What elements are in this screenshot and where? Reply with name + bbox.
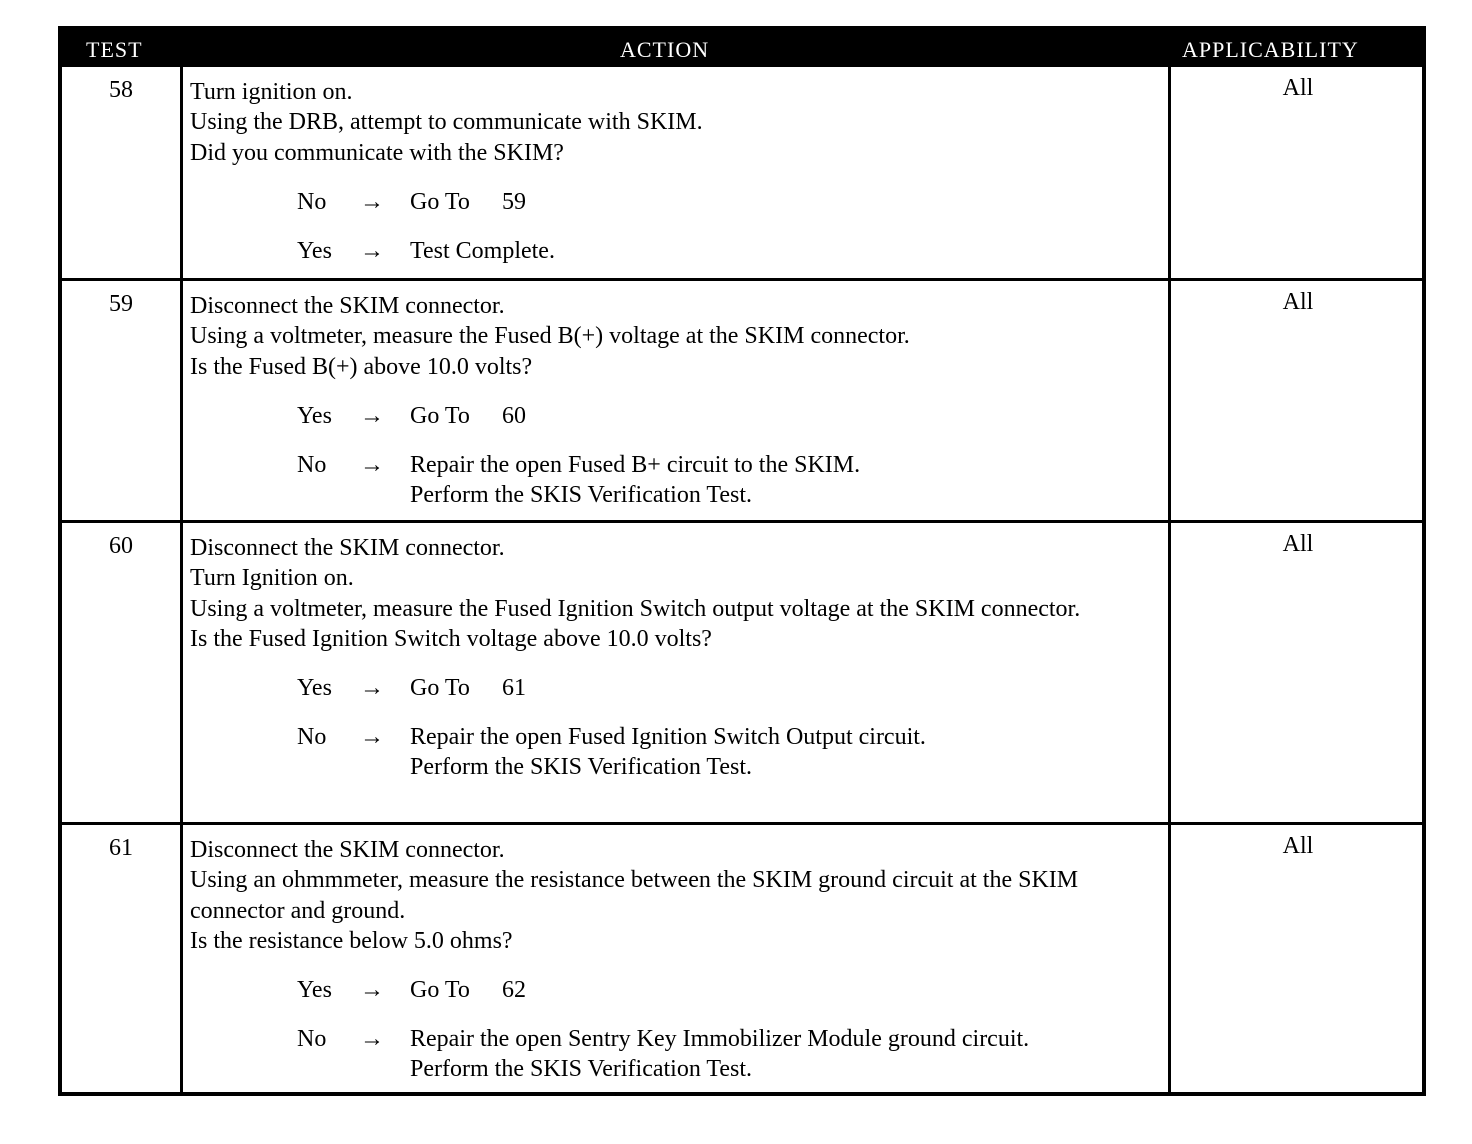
arrow-icon: → [360,237,384,264]
action-cell [190,835,1170,1084]
result-line: Repair the open Sentry Key Immobilizer Module ground circuit. [410,1026,1030,1053]
test-number: 59 [109,291,133,317]
action-step: Turn Ignition on. [190,565,354,592]
go-to-target: 59 [502,188,526,215]
result-line: Repair the open Fused B+ circuit to the SKIM. [410,451,861,478]
table-row [62,520,1422,822]
answer-label: No [297,451,327,478]
go-to-target: 61 [502,675,526,702]
answer-label: Yes [297,402,332,429]
action-step: Using a voltmeter, measure the Fused Ignition Switch output voltage at the SKIM connector. [190,595,1081,622]
action-step: Using a voltmeter, measure the Fused B(+) voltage at the SKIM connector. [190,323,910,350]
action-cell [190,291,1170,510]
arrow-icon: → [360,451,384,478]
arrow-icon: → [360,724,384,751]
diagnostic-table [58,26,1426,1096]
action-step: Using an ohmmmeter, measure the resistance between the SKIM ground circuit at the SKIM connector and ground. [190,867,1079,924]
applicability-value: All [1282,531,1314,557]
result-line: Repair the open Fused Ignition Switch Output circuit. [410,724,926,751]
arrow-icon: → [360,675,384,702]
response-result [410,450,1170,511]
action-step: Disconnect the SKIM connector. [190,837,505,863]
go-to-label: Go To [410,188,470,215]
answer-label: No [297,1026,327,1053]
action-cell [190,533,1170,782]
table-row [62,822,1422,1092]
table-header [62,30,1422,67]
action-step: Is the Fused Ignition Switch voltage above 10.0 volts? [190,625,712,652]
arrow-icon: → [360,977,384,1004]
arrow-icon: → [360,188,384,215]
response-yes [190,673,1170,703]
arrow-icon: → [360,1026,384,1053]
response-yes [190,236,1170,266]
action-step: Is the resistance below 5.0 ohms? [190,927,513,954]
response-no [190,450,1170,510]
header-test: TEST [86,37,143,62]
answer-label: No [297,188,327,215]
result-line: Test Complete. [410,237,555,264]
arrow-icon: → [360,402,384,429]
table-row [62,67,1422,279]
action-cell [190,77,1170,266]
action-step: Disconnect the SKIM connector. [190,535,505,561]
go-to-label: Go To [410,977,470,1004]
header-applicability: APPLICABILITY [1182,37,1359,62]
action-step: Turn ignition on. [190,79,353,105]
answer-label: Yes [297,675,332,702]
response-result [410,722,1170,783]
response-result [410,401,1170,431]
action-step: Is the Fused B(+) above 10.0 volts? [190,353,533,380]
go-to-target: 62 [502,977,526,1004]
applicability-value: All [1282,833,1314,859]
action-step: Did you communicate with the SKIM? [190,139,564,166]
result-line: Perform the SKIS Verification Test. [410,1056,753,1083]
applicability-value: All [1282,75,1314,101]
response-no [190,1024,1170,1084]
response-result [410,673,1170,703]
answer-label: Yes [297,237,332,264]
answer-label: No [297,724,327,751]
test-number: 61 [109,835,133,861]
response-yes [190,975,1170,1005]
action-step: Using the DRB, attempt to communicate with SKIM. [190,109,703,136]
response-no [190,187,1170,217]
response-result [410,187,1170,217]
response-no [190,722,1170,782]
result-line: Perform the SKIS Verification Test. [410,482,753,509]
test-number: 60 [109,533,133,559]
table-row [62,278,1422,520]
go-to-target: 60 [502,402,526,429]
response-result [410,1024,1170,1085]
header-action: ACTION [620,37,710,62]
response-result [410,236,1170,266]
go-to-label: Go To [410,402,470,429]
result-line: Perform the SKIS Verification Test. [410,754,753,781]
response-result [410,975,1170,1005]
response-yes [190,401,1170,431]
action-step: Disconnect the SKIM connector. [190,293,505,319]
answer-label: Yes [297,977,332,1004]
applicability-value: All [1282,289,1314,315]
test-number: 58 [109,77,133,103]
go-to-label: Go To [410,675,470,702]
